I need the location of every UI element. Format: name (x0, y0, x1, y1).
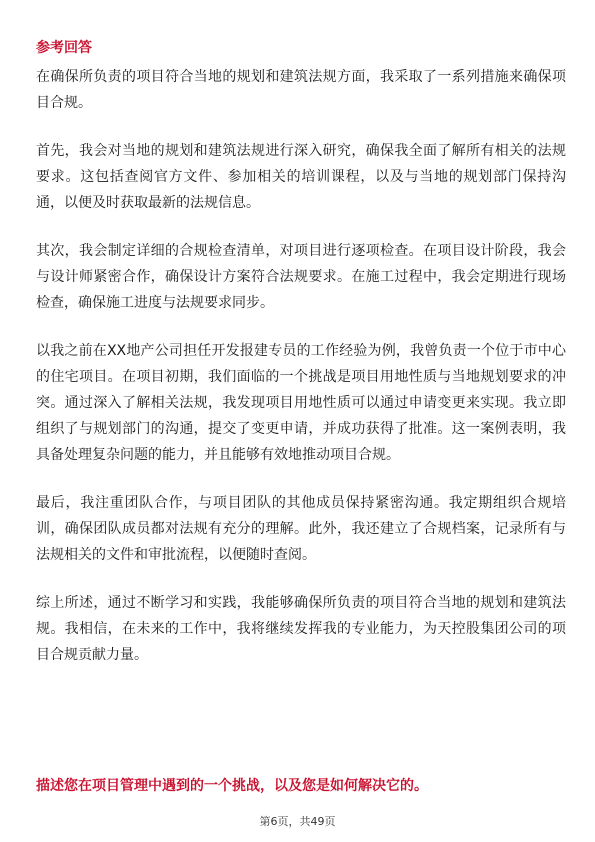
paragraph-research: 首先，我会对当地的规划和建筑法规进行深入研究，确保我全面了解所有相关的法规要求。这包括查阅官方文件、参加相关的培训课程，以及与当地的规划部门保持沟通，以便及时获取最新的法规信息。 (36, 143, 566, 211)
paragraph-case-example: 以我之前在XX地产公司担任开发报建专员的工作经验为例，我曾负责一个位于市中心的住宅项目。在项目初期，我们面临的一个挑战是项目用地性质与当地规划要求的冲突。通过深入了解相关法规，我发现项目用地性质可以通过申请变更来实现。我立即组织了与规划部门的沟通，提交了变更申请，并成功获得了批准。这一案例表明，我具备处理复杂问题的能力，并且能够有效地推动项目合规。 (36, 343, 566, 463)
answer-heading: 参考回答 (36, 40, 92, 56)
paragraph-conclusion: 综上所述，通过不断学习和实践，我能够确保所负责的项目符合当地的规划和建筑法规。我相信，在未来的工作中，我将继续发挥我的专业能力，为天控股集团公司的项目合规贡献力量。 (36, 595, 566, 663)
page-number: 第6页，共49页 (259, 815, 336, 828)
answer-body (36, 64, 566, 690)
paragraph-intro: 在确保所负责的项目符合当地的规划和建筑法规方面，我采取了一系列措施来确保项目合规。 (36, 69, 566, 111)
paragraph-checklist: 其次，我会制定详细的合规检查清单，对项目进行逐项检查。在项目设计阶段，我会与设计师紧密合作，确保设计方案符合法规要求。在施工过程中，我会定期进行现场检查，确保施工进度与法规要求同步。 (36, 243, 566, 311)
paragraph-teamwork: 最后，我注重团队合作，与项目团队的其他成员保持紧密沟通。我定期组织合规培训，确保团队成员都对法规有充分的理解。此外，我还建立了合规档案，记录所有与法规相关的文件和审批流程，以便随时查阅。 (36, 495, 566, 563)
next-question: 描述您在项目管理中遇到的一个挑战，以及您是如何解决它的。 (36, 778, 428, 794)
